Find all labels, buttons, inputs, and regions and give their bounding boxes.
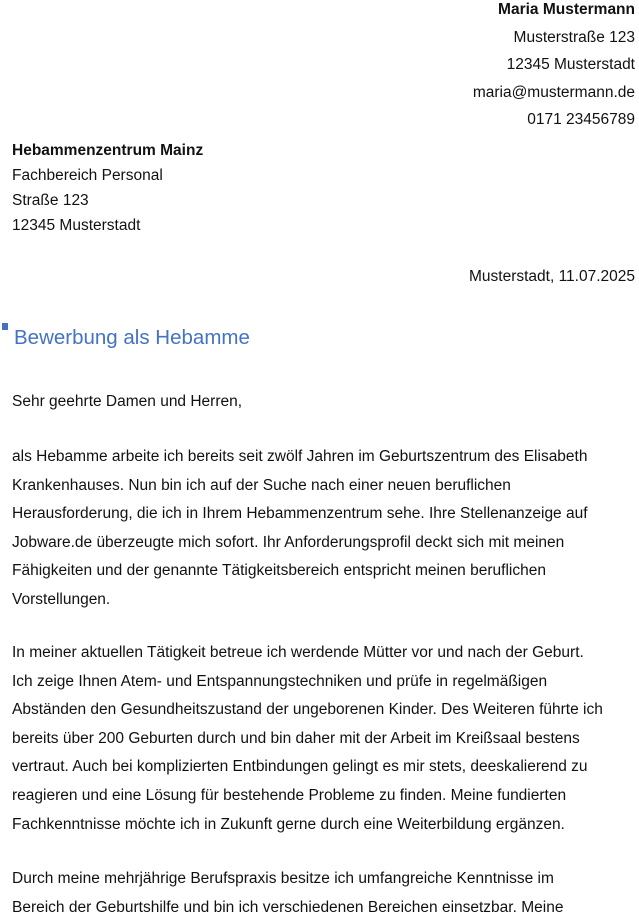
paragraph-line: Bereich der Geburtshilfe und bin ich verschiedenen Bereichen einsetzbar. Meine <box>12 898 564 916</box>
sender-name: Maria Mustermann <box>498 1 635 18</box>
paragraph-line: als Hebamme arbeite ich bereits seit zwölf Jahren im Geburtszentrum des Elisabeth <box>12 448 588 465</box>
paragraph-line: Fähigkeiten und der genannte Tätigkeitsbereich entspricht meinen beruflichen <box>12 562 546 580</box>
recipient-name: Hebammenzentrum Mainz <box>12 142 204 159</box>
body-paragraph <box>12 865 639 922</box>
sender-address <box>473 0 635 134</box>
sender-phone: 0171 23456789 <box>527 111 635 128</box>
paragraph-line: Krankenhauses. Nun bin ich auf der Suche nach einer neuen beruflichen <box>12 476 511 494</box>
paragraph-line: Vorstellungen. <box>12 590 111 608</box>
paragraph-line: vertraut. Auch bei komplizierten Entbindungen gelingt es mir stets, deeskalierend zu <box>12 758 588 776</box>
paragraph-line: reagieren und eine Lösung für bestehende Probleme zu finden. Meine fundierten <box>12 786 567 804</box>
paragraph-line: Herausforderung, die ich in Ihrem Hebammenzentrum sehe. Ihre Stellenanzeige auf <box>12 505 588 523</box>
sender-email: maria@mustermann.de <box>472 83 635 101</box>
subject-marker <box>2 323 8 330</box>
sender-city: 12345 Musterstadt <box>506 56 635 73</box>
paragraph-line: Abständen den Gesundheitszustand der ungeborenen Kinder. Des Weiteren führte ich <box>12 701 603 719</box>
letter-date: Musterstadt, 11.07.2025 <box>468 268 635 285</box>
paragraph-line: Fachkenntnisse möchte ich in Zukunft gerne durch eine Weiterbildung ergänzen. <box>12 815 565 833</box>
paragraph-line: Durch meine mehrjährige Berufspraxis besitze ich umfangreiche Kenntnisse im <box>12 870 554 887</box>
recipient-city: 12345 Musterstadt <box>12 217 141 234</box>
recipient-department: Fachbereich Personal <box>12 167 163 184</box>
body-paragraph <box>12 639 639 839</box>
sender-street: Musterstraße 123 <box>513 28 635 46</box>
paragraph-line: bereits über 200 Geburten durch und bin daher mit der Arbeit im Kreißsaal bestens <box>12 729 580 747</box>
paragraph-line: Ich zeige Ihnen Atem- und Entspannungstechniken und prüfe in regelmäßigen <box>12 672 548 690</box>
recipient-street: Straße 123 <box>12 192 89 209</box>
salutation: Sehr geehrte Damen und Herren, <box>12 393 243 410</box>
body-paragraph <box>12 443 639 615</box>
paragraph-line: In meiner aktuellen Tätigkeit betreue ich werdende Mütter vor und nach der Geburt. <box>12 644 584 661</box>
letter-subject: Bewerbung als Hebamme <box>14 326 250 349</box>
recipient-address <box>12 138 203 238</box>
paragraph-line: Jobware.de überzeugte mich sofort. Ihr Anforderungsprofil deckt sich mit meinen <box>12 533 565 551</box>
